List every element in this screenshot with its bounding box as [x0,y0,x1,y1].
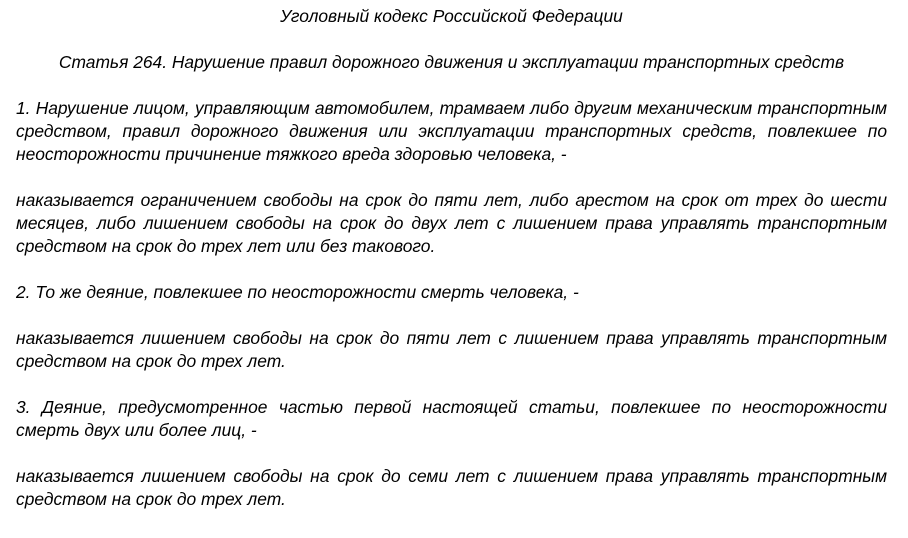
document-title: Уголовный кодекс Российской Федерации [280,6,623,26]
paragraph-part3-offense: 3. Деяние, предусмотренное частью первой настоящей статьи, повлекшее по неосторожности смерть двух или более лиц, - [16,397,887,440]
paragraph-part2-penalty: наказывается лишением свободы на срок до пяти лет с лишением права управлять транспортным средством на срок до трех лет. [16,328,887,371]
article-title: Статья 264. Нарушение правил дорожного движения и эксплуатации транспортных средств [58,52,845,72]
document-body [16,0,887,511]
paragraph-part2-offense: 2. То же деяние, повлекшее по неосторожности смерть человека, - [16,282,579,302]
paragraph-part3-penalty: наказывается лишением свободы на срок до семи лет с лишением права управлять транспортным средством на срок до трех лет. [16,466,887,509]
paragraph-part1-penalty: наказывается ограничением свободы на срок до пяти лет, либо арестом на срок от трех до шести месяцев, либо лишением свободы на срок до двух лет с лишением права управлять транспортным средством на срок до трех лет или без такового. [16,190,887,256]
paragraph-part1-offense: 1. Нарушение лицом, управляющим автомобилем, трамваем либо другим механическим транспортным средством, правил дорожного движения или эксплуатации транспортных средств, повлекшее по неосторожности причинение тяжкого вреда здоровью человека, - [16,98,887,164]
